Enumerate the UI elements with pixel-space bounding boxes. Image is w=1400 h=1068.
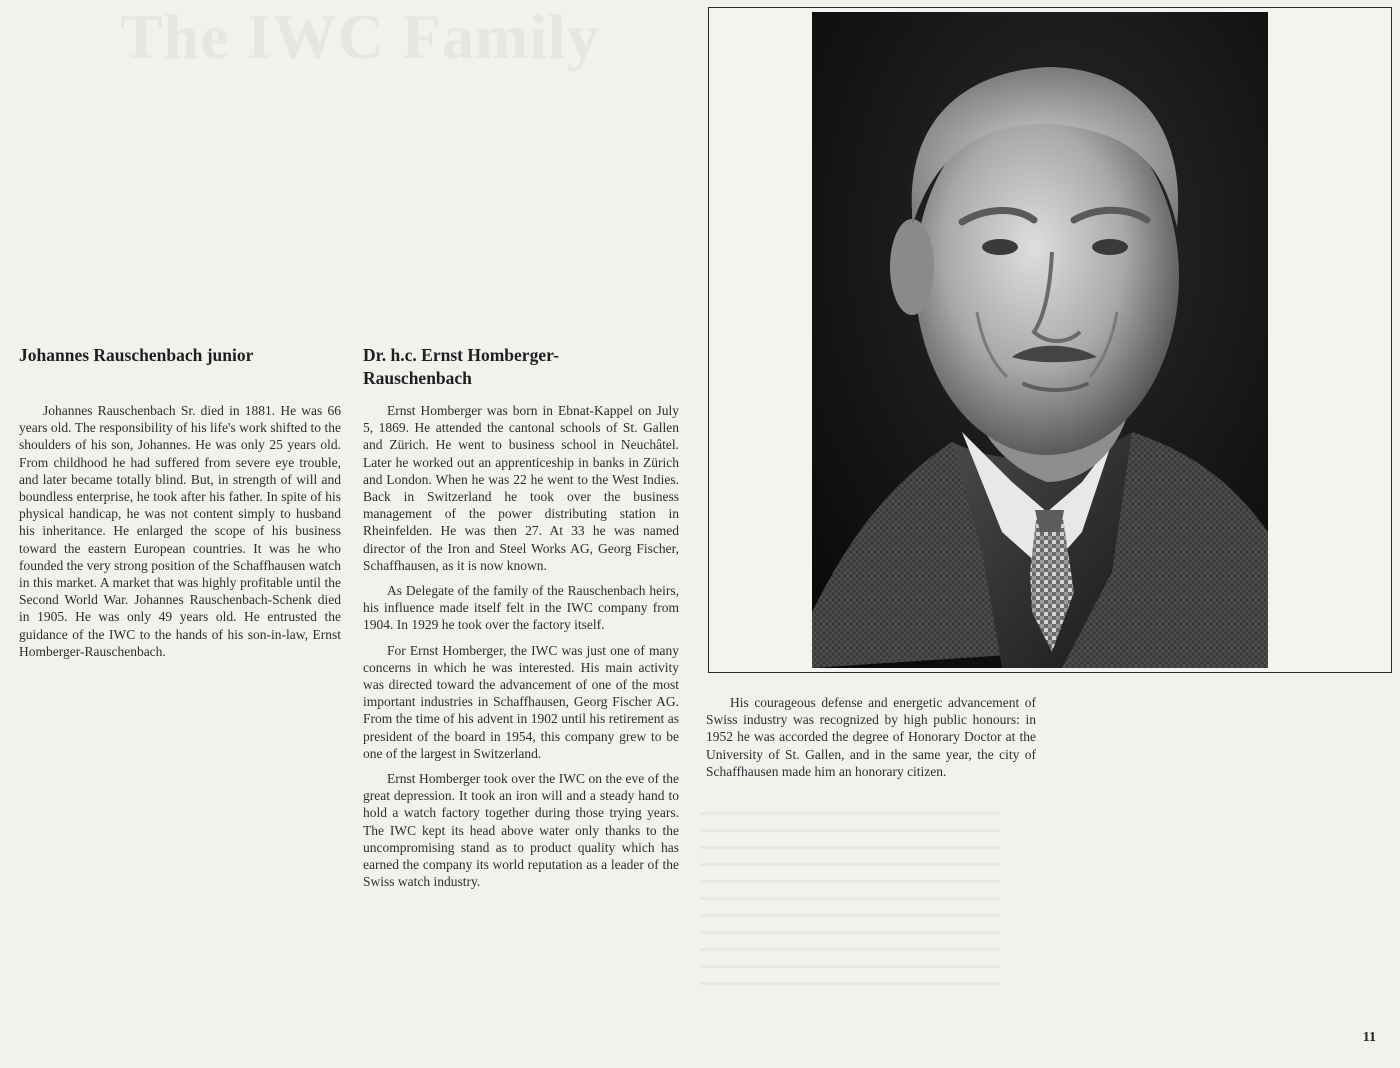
bleed-through-text [700,812,1000,999]
page-number: 11 [1362,1030,1376,1045]
text-column-left [19,402,341,668]
paragraph: For Ernst Homberger, the IWC was just one of many concerns in which he was interested. His main activity was directed toward the advancement of one of the most important industries in Schaffhausen, Georg Fischer AG. From the time of his advent in 1902 until his retirement as president of the board in 1954, this company grew to be one of the largest in Switzerland. [363,642,679,761]
heading-johannes-rauschenbach-junior: Johannes Rauschenbach junior [19,345,254,365]
heading-line: Rauschenbach [363,368,472,388]
paragraph: His courageous defense and energetic advancement of Swiss industry was recognized by high public honours: in 1952 he was accorded the degree of Honorary Doctor at the University of St. Gallen, and in the same year, the city of Schaffhausen made him an honorary citizen. [706,695,1036,779]
portrait-photo [812,12,1268,668]
text-column-right [706,694,1036,788]
text-column-middle [363,402,679,898]
bleed-through-title: The IWC Family [120,1,600,72]
heading-ernst-homberger [363,344,663,390]
paragraph: As Delegate of the family of the Rauschenbach heirs, his influence made itself felt in the IWC company from 1904. In 1929 he took over the factory itself. [363,583,679,633]
paragraph: Johannes Rauschenbach Sr. died in 1881. He was 66 years old. The responsibility of his life's work shifted to the shoulders of his son, Johannes. He was only 25 years old. From childhood he had suffered from severe eye trouble, and later became totally blind. But, in strength of will and boundless enterprise, he took after his father. In spite of his physical handicap, he was not content simply to husband his inheritance. He enlarged the scope of his business toward the eastern European countries. It was he who founded the very strong position of the Schaffhausen watch in this market. A market that was highly profitable until the Second World War. Johannes Rauschenbach-Schenk died in 1905. He was only 49 years old. He entrusted the guidance of the IWC to the hands of his son-in-law, Ernst Homberger-Rauschenbach. [19,403,341,659]
portrait-illustration [812,12,1268,668]
heading-line: Dr. h.c. Ernst Homberger- [363,345,560,365]
paragraph: Ernst Homberger was born in Ebnat-Kappel on July 5, 1869. He attended the cantonal schools of St. Gallen and Zürich. He went to business school in Neuchâtel. Later he worked out an apprenticeship in banks in Zürich and London. When he was 22 he went to the West Indies. Back in Switzerland he took over the business management of the power distributing station in Rheinfelden. He was then 27. At 33 he was named director of the Iron and Steel Works AG, Georg Fischer, Schaffhausen, as it is now known. [363,403,679,573]
paragraph: Ernst Homberger took over the IWC on the eve of the great depression. It took an iron will and a steady hand to hold a watch factory together during those trying years. The IWC kept its head above water only thanks to the uncompromising stand as to product quality which has earned the company its world reputation as a leader of the Swiss watch industry. [363,771,679,890]
